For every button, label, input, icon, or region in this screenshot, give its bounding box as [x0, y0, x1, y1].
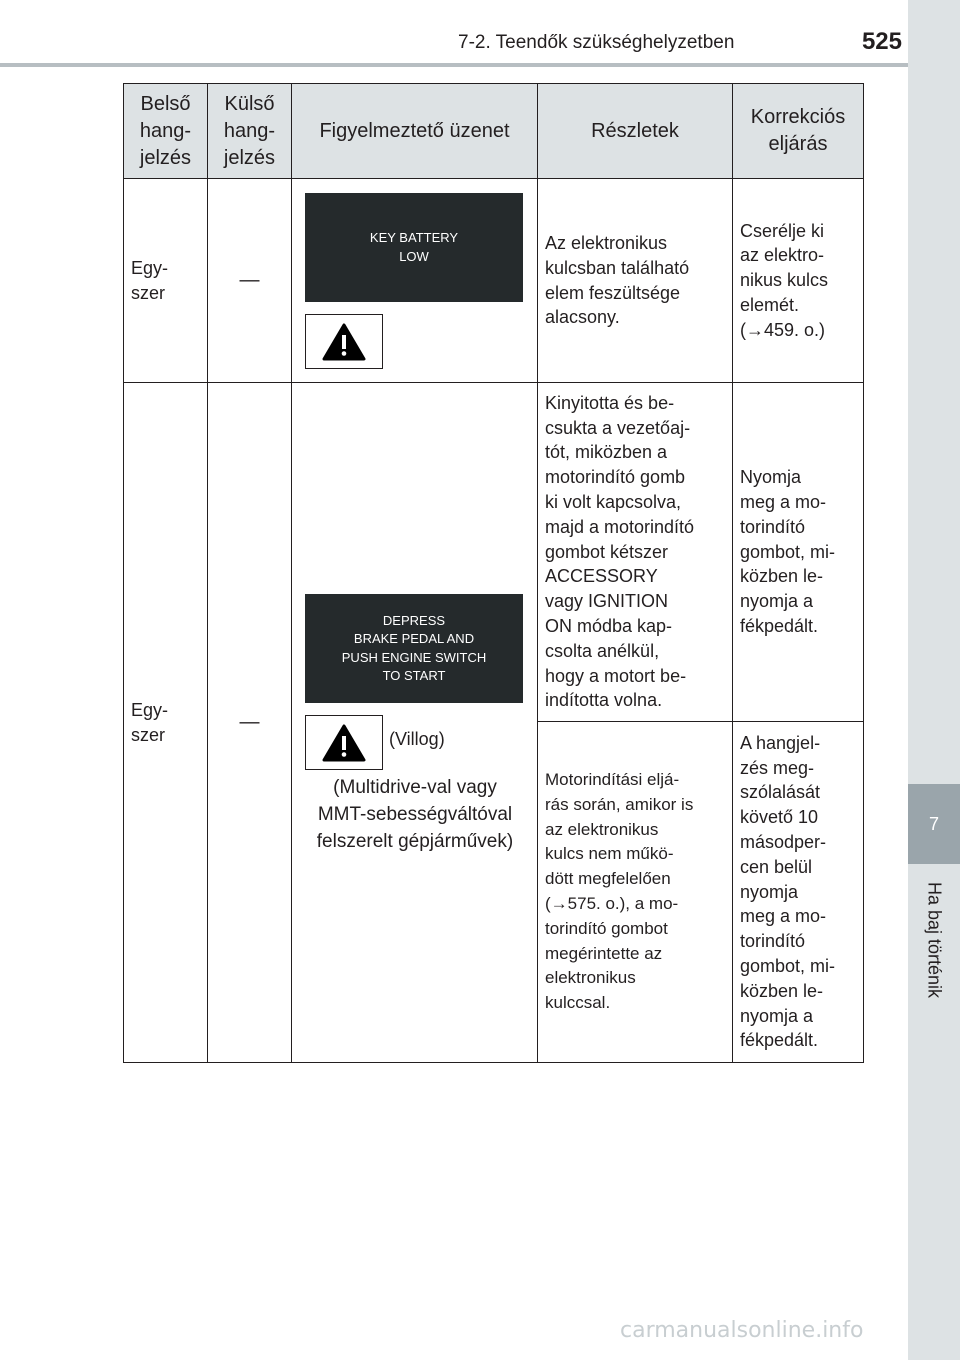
text-line: meg a mo- — [740, 492, 827, 512]
text-line: vagy IGNITION — [545, 591, 669, 612]
text-line: hang- — [139, 119, 192, 142]
text-line: gombot, mi- — [740, 955, 836, 976]
text-line: felszerelt gépjárművek) — [316, 831, 514, 852]
table-row — [124, 383, 864, 722]
table-row — [124, 179, 864, 383]
text-line: nyomja a — [740, 1005, 814, 1026]
text-line: nyomja a — [740, 591, 814, 612]
display-screen — [305, 594, 523, 703]
text-line: tót, miközben a — [545, 442, 668, 463]
text-line: az elektronikus — [545, 819, 659, 839]
text-line: ON módba kap- — [545, 615, 673, 636]
text-line: torindító — [740, 931, 806, 952]
text-line: szer — [131, 724, 166, 745]
text-line: kulccsal. — [545, 993, 611, 1013]
text-line: nikus kulcs — [740, 270, 829, 291]
text-line: gombot, mi- — [740, 541, 836, 562]
page-number: 525 — [861, 28, 902, 55]
text-line: közben le- — [740, 980, 824, 1001]
text-line: kulcs nem műkö- — [545, 844, 674, 864]
text-line: rás során, amikor is — [545, 794, 694, 814]
section-title: 7-2. Teendők szükséghelyzetben — [458, 32, 735, 53]
text-line: szólalását — [740, 782, 821, 803]
text-line: gombot kétszer — [545, 541, 669, 562]
text-line: (→575. o.), a mo- — [545, 894, 679, 913]
details-cell — [538, 179, 733, 383]
warning-message-cell — [292, 383, 538, 1063]
text-line: hogy a motort be- — [545, 665, 687, 686]
correction-cell — [733, 722, 864, 1063]
internal-buzzer-cell — [124, 383, 208, 1063]
flash-label: (Villog) — [389, 729, 445, 749]
chapter-side-tab — [908, 0, 960, 1360]
text-line: kulcsban található — [545, 257, 690, 278]
text-line: követő 10 — [740, 807, 819, 828]
text-line: fékpedált. — [740, 1030, 819, 1051]
text-line: PUSH ENGINE SWITCH — [341, 649, 487, 665]
text-line: Kinyitotta és be- — [545, 392, 675, 413]
text-line: alacsony. — [545, 307, 620, 328]
chapter-title: Ha baj történik — [924, 881, 945, 999]
text-line: majd a motorindító — [545, 516, 695, 537]
text-line: elemét. — [740, 294, 800, 315]
text-line: MMT-sebességváltóval — [317, 804, 513, 825]
variant-note — [292, 774, 538, 855]
details-cell — [538, 383, 733, 722]
text-line: (Multidrive-val vagy — [333, 777, 497, 798]
header-warning-message: Figyelmeztető üzenet — [292, 84, 538, 179]
text-line: ACCESSORY — [545, 566, 658, 587]
correction-cell — [733, 383, 864, 722]
text-line: Egy- — [131, 257, 169, 278]
text-line: dött megfelelően — [545, 869, 671, 889]
header-divider — [0, 63, 908, 67]
text-line: ki volt kapcsolva, — [545, 492, 682, 512]
warning-triangle-icon — [305, 314, 383, 369]
text-line: hang- — [223, 119, 276, 142]
warning-message-cell — [292, 179, 538, 383]
text-line: Motorindítási eljá- — [545, 770, 680, 790]
text-line: torindító — [740, 516, 806, 537]
text-line: Egy- — [131, 699, 169, 720]
text-line: meg a mo- — [740, 906, 827, 927]
text-line: csolta anélkül, — [545, 640, 660, 661]
warning-triangle-icon — [305, 715, 383, 770]
header-internal-buzzer — [124, 84, 208, 179]
text-line: KEY BATTERY — [369, 230, 459, 245]
details-cell — [538, 722, 733, 1063]
header-external-buzzer — [208, 84, 292, 179]
text-line: LOW — [399, 248, 429, 264]
header-details: Részletek — [538, 84, 733, 179]
text-line: (→459. o.) — [740, 319, 826, 340]
text-line: csukta a vezetőaj- — [545, 417, 691, 438]
text-line: elem feszültsége — [545, 282, 681, 303]
text-line: BRAKE PEDAL AND — [353, 631, 475, 646]
text-line: DEPRESS — [382, 612, 446, 628]
text-line: jelzés — [223, 146, 276, 169]
text-line: Belső — [140, 92, 191, 115]
text-line: Az elektronikus — [545, 232, 668, 253]
text-line: Külső — [224, 92, 275, 115]
internal-buzzer-cell — [124, 179, 208, 383]
text-line: elektronikus — [545, 968, 636, 988]
text-line: fékpedált. — [740, 615, 819, 636]
table-header-row — [124, 84, 864, 179]
text-line: TO START — [382, 668, 446, 683]
text-line: zés meg- — [740, 757, 815, 778]
header-correction — [733, 84, 864, 179]
text-line: eljárás — [768, 133, 828, 155]
text-line: jelzés — [139, 146, 192, 169]
text-line: szer — [131, 282, 166, 303]
text-line: A hangjel- — [740, 732, 821, 753]
text-line: Nyomja — [740, 467, 802, 488]
text-line: másodper- — [740, 832, 827, 852]
chapter-number: 7 — [908, 784, 960, 864]
text-line: motorindító gomb — [545, 467, 686, 488]
display-screen — [305, 193, 523, 302]
text-line: cen belül — [740, 856, 813, 877]
warning-message-table — [123, 83, 864, 1063]
correction-cell — [733, 179, 864, 383]
text-line: indította volna. — [545, 690, 663, 711]
text-line: megérintette az — [545, 943, 663, 963]
text-line: közben le- — [740, 566, 824, 587]
watermark: carmanualsonline.info — [620, 1318, 864, 1343]
external-buzzer-cell: — — [208, 383, 292, 1063]
text-line: Korrekciós — [750, 106, 846, 128]
text-line: Cserélje ki — [740, 220, 825, 241]
text-line: nyomja — [740, 881, 799, 902]
text-line: az elektro- — [740, 245, 825, 266]
text-line: torindító gombot — [545, 918, 668, 938]
external-buzzer-cell: — — [208, 179, 292, 383]
